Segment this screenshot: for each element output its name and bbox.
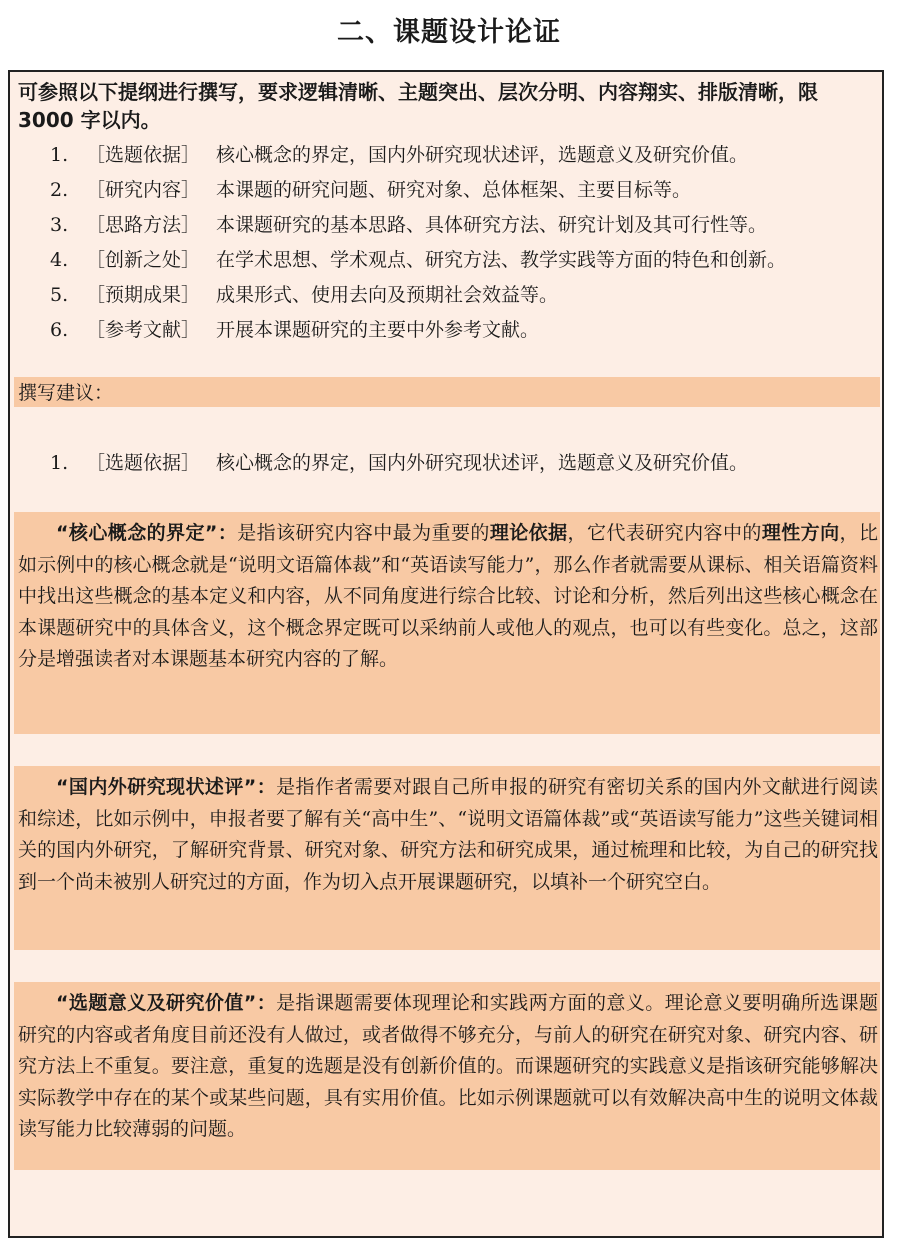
section-title: 二、课题设计论证 [337, 17, 561, 48]
item-number: 4. [50, 249, 69, 271]
item-key: ［选题依据］ [86, 452, 201, 474]
item-number: 1. [50, 452, 69, 474]
paragraph-significance [18, 988, 878, 1146]
item-number: 2. [50, 179, 69, 201]
suggest-label: 撰写建议： [18, 382, 114, 404]
item-key: ［研究内容］ [86, 179, 201, 201]
highlight-term: 理性方向 [761, 522, 840, 544]
outline-item [50, 177, 880, 203]
paragraph-text: 是指作者需要对跟自己所申报的研究有密切关系的国内外文献进行阅读和综述，比如示例中，申报者要了解有关“高中生”、“说明文语篇体裁”或“英语读写能力”这些关键词相关的国内外研究，了解研究背景、研究对象、研究方法和研究成果，通过梳理和比较，为自己的研究找到一个尚未被别人研究过的方面，作为切入点开展课题研究，以填补一个研究空白。 [18, 776, 878, 893]
item-key: ［创新之处］ [86, 249, 201, 271]
item-text: 本课题研究的基本思路、具体研究方法、研究计划及其可行性等。 [216, 214, 768, 236]
outline-item [50, 247, 880, 273]
outline-item [50, 142, 880, 168]
item-key: ［参考文献］ [86, 319, 201, 341]
outline-item [50, 282, 880, 308]
paragraph-text: 是指课题需要体现理论和实践两方面的意义。理论意义要明确所选课题研究的内容或者角度目前还没有人做过，或者做得不够充分，与前人的研究在研究对象、研究内容、研究方法上不重复。要注意，重复的选题是没有创新价值的。而课题研究的实践意义是指该研究能够解决实际教学中存在的某个或某些问题，具有实用价值。比如示例课题就可以有效解决高中生的说明文体裁读写能力比较薄弱的问题。 [18, 992, 878, 1140]
item-text: 在学术思想、学术观点、研究方法、教学实践等方面的特色和创新。 [216, 249, 787, 271]
item-text: 本课题的研究问题、研究对象、总体框架、主要目标等。 [216, 179, 692, 201]
intro-text: 可参照以下提纲进行撰写，要求逻辑清晰、主题突出、层次分明、内容翔实、排版清晰，限 3000 字以内。 [18, 80, 818, 132]
item-text: 核心概念的界定，国内外研究现状述评，选题意义及研究价值。 [216, 452, 749, 474]
suggest-item [50, 450, 880, 476]
item-text: 成果形式、使用去向及预期社会效益等。 [216, 284, 559, 306]
paragraph-text: ，它代表研究内容中的 [567, 522, 762, 544]
content-frame [8, 70, 884, 1238]
item-number: 5. [50, 284, 69, 306]
highlight-term: 理论依据 [489, 522, 568, 544]
paragraph-text: ，比如示例中的核心概念就是“说明文语篇体裁”和“英语读写能力”，那么作者就需要从课标、相关语篇资料中找出这些概念的基本定义和内容，从不同角度进行综合比较、讨论和分析，然后列出这些核心概念在本课题研究中的具体含义，这个概念界定既可以采纳前人或他人的观点，也可以有些变化。总之，这部分是增强读者对本课题基本研究内容的了解。 [18, 522, 878, 670]
paragraph-lead: “核心概念的界定”： [56, 522, 238, 544]
item-key: ［选题依据］ [86, 144, 201, 166]
outline-item [50, 317, 880, 343]
outline-item [50, 212, 880, 238]
paragraph-lead: “国内外研究现状述评”： [56, 776, 277, 798]
item-number: 3. [50, 214, 69, 236]
paragraph-core-concept [18, 518, 878, 676]
item-number: 6. [50, 319, 69, 341]
item-key: ［思路方法］ [86, 214, 201, 236]
item-text: 核心概念的界定，国内外研究现状述评，选题意义及研究价值。 [216, 144, 749, 166]
item-number: 1. [50, 144, 69, 166]
paragraph-text: 是指该研究内容中最为重要的 [237, 522, 490, 544]
paragraph-research-review [18, 772, 878, 898]
paragraph-lead: “选题意义及研究价值”： [56, 992, 277, 1014]
item-key: ［预期成果］ [86, 284, 201, 306]
suggest-band [14, 377, 880, 407]
item-text: 开展本课题研究的主要中外参考文献。 [216, 319, 540, 341]
